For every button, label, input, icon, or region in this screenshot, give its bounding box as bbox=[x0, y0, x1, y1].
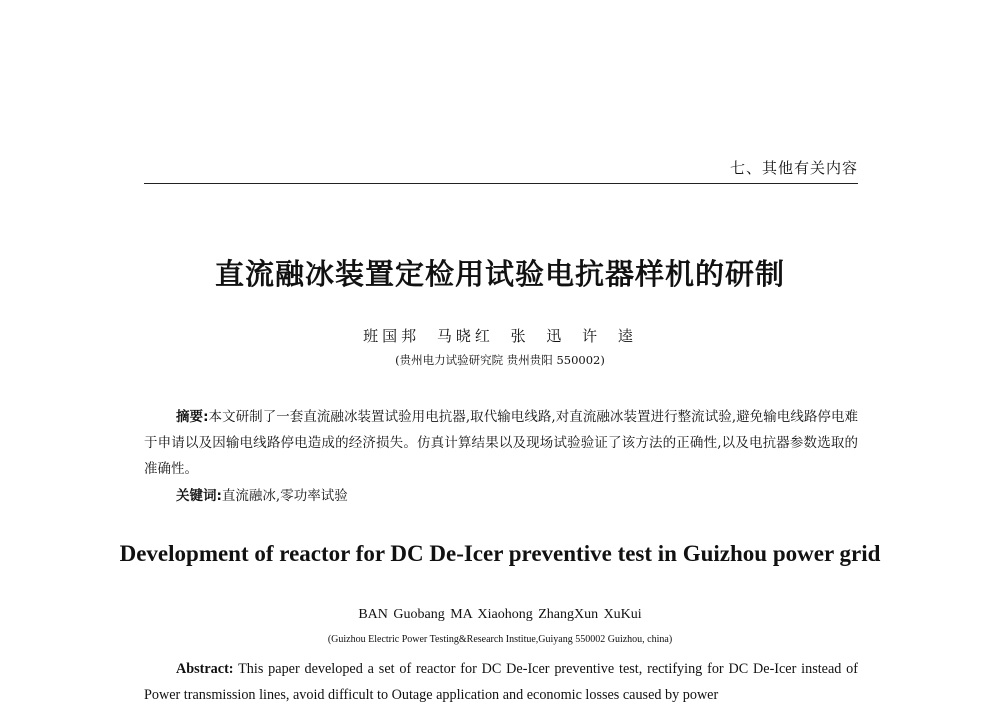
english-abstract bbox=[144, 656, 858, 708]
english-abstract-label: Abstract: bbox=[176, 661, 234, 677]
chinese-abstract-label: 摘要: bbox=[176, 409, 209, 425]
chinese-abstract bbox=[144, 404, 858, 482]
english-abstract-text: This paper developed a set of reactor for DC De-Icer preventive test, rectifying for DC De-Icer instead of Power transmission lines, avoid difficult to Outage application and economic losses caused by power bbox=[144, 661, 859, 703]
header-rule bbox=[144, 183, 858, 184]
chinese-affiliation: (贵州电力试验研究院 贵州贵阳 550002) bbox=[395, 353, 605, 367]
english-title: Development of reactor for DC De-Icer preventive test in Guizhou power grid bbox=[119, 541, 881, 566]
chinese-keywords bbox=[176, 484, 348, 504]
chinese-authors: 班国邦 马晓红 张 迅 许 逵 bbox=[363, 327, 637, 345]
chinese-keywords-label: 关键词: bbox=[176, 488, 222, 504]
running-header: 七、其他有关内容 bbox=[729, 159, 858, 177]
english-authors: BAN Guobang MA Xiaohong ZhangXun XuKui bbox=[358, 607, 642, 622]
chinese-title: 直流融冰装置定检用试验电抗器样机的研制 bbox=[214, 257, 785, 291]
chinese-abstract-text: 本文研制了一套直流融冰装置试验用电抗器,取代输电线路,对直流融冰装置进行整流试验,避免输电线路停电难于申请以及因输电线路停电造成的经济损失。仿真计算结果以及现场试验验证了该方法的正确性,以及电抗器参数选取的准确性。 bbox=[144, 409, 858, 477]
english-affiliation: (Guizhou Electric Power Testing&Research Institue,Guiyang 550002 Guizhou, china) bbox=[327, 634, 673, 645]
chinese-keywords-text: 直流融冰,零功率试验 bbox=[221, 488, 348, 504]
